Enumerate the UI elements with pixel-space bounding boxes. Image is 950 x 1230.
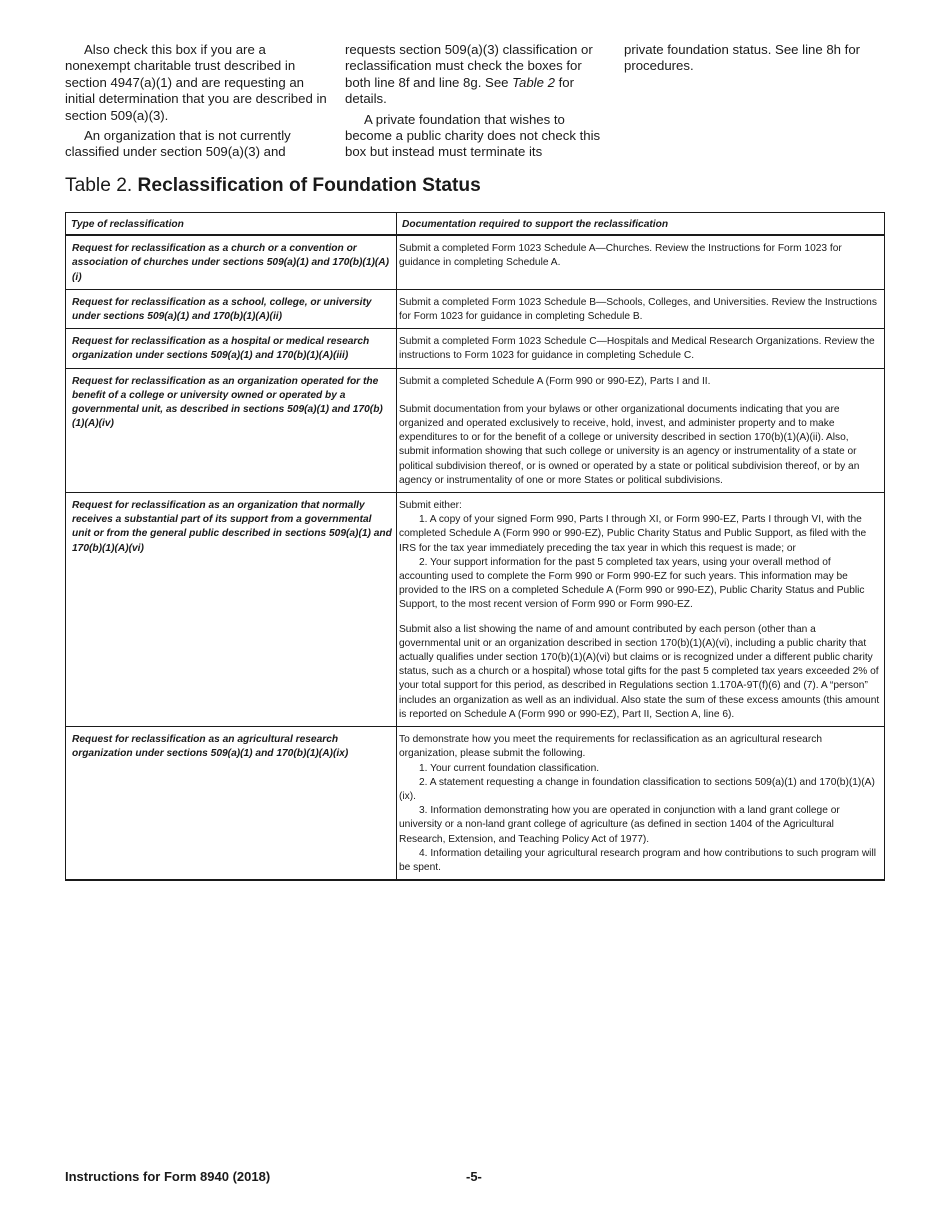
intro-paragraph: Also check this box if you are a nonexempt charitable trust described in section 4947(a)(1) and are requesting an initial determination that you are described in section 509(a)(3). [65, 42, 327, 123]
intro-paragraph: private foundation status. See line 8h for procedures. [624, 42, 861, 74]
intro-paragraph: A private foundation that wishes to become a public charity does not check this box but instead must terminate its [345, 111, 601, 160]
reclassification-type: Request for reclassification as a church or a convention or association of churches under sections 509(a)(1) and 170(b)(1)(A)(i) [66, 235, 397, 289]
reclassification-type: Request for reclassification as an agricultural research organization under sections 509(a)(1) and 170(b)(1)(A)(ix) [66, 727, 397, 881]
reclassification-type: Request for reclassification as an organization operated for the benefit of a college or university owned or operated by a governmental unit, as described in sections 509(a)(1) and 170(b)(1)(A)(iv) [66, 368, 397, 492]
table-reference: Table 2 [512, 74, 555, 90]
column-header-documentation: Documentation required to support the reclassification [397, 213, 885, 236]
documentation-cell [397, 289, 885, 328]
documentation-cell [397, 329, 885, 368]
intro-column-3 [624, 42, 885, 79]
table-header-row [66, 213, 885, 236]
documentation-item: 1. Your current foundation classification. [419, 762, 600, 774]
documentation-text: Submit also a list showing the name of and amount contributed by each person (other than a governmental unit or an organization described in section 170(b)(1)(A)(vi), including a public charity that actually qualifies under section 170(b)(1)(A)(vi) but claims or is recognized under a different public charity status, such as a church or a hospital) whose total gifts for the past 5 completed tax years exceeded 2% of your total support for this period, as described in Regulations section 1.170A-9T(f)(6) and (7). A “person” includes an organization as well as an individual. Also state the sum of these excess amounts (this amount is reported on Schedule A (Form 990 or 990-EZ), Part II, Section A, line 6). [399, 623, 880, 720]
table-row [66, 727, 885, 881]
documentation-item: 2. Your support information for the past 5 completed tax years, using your overall method of accounting used to complete the Form 990 or Form 990-EZ for such years. This information may be provided to the IRS on a completed Schedule A (Form 990 or 990-EZ), Public Charity Status and Public Support, to the most recent version of Form 990 or Form 990-EZ. [399, 556, 865, 611]
table-title [65, 175, 481, 197]
reclassification-type: Request for reclassification as a school, college, or university under sections 509(a)(1) and 170(b)(1)(A)(ii) [66, 289, 397, 328]
documentation-text: Submit either: [399, 500, 462, 512]
documentation-text: Submit a completed Schedule A (Form 990 or 990-EZ), Parts I and II. [399, 375, 711, 387]
documentation-item: 1. A copy of your signed Form 990, Parts I through XI, or Form 990-EZ, Parts I through VI, with the completed Schedule A (Form 990 or 990-EZ), Public Charity Status and Public Support, as filed with the IRS for the tax year immediately preceding the tax year in which this request is made; or [399, 514, 867, 554]
documentation-item: 4. Information detailing your agricultural research program and how contributions to such program will be spent. [399, 847, 876, 873]
reclassification-type: Request for reclassification as a hospital or medical research organization under sections 509(a)(1) and 170(b)(1)(A)(iii) [66, 329, 397, 368]
table-row [66, 289, 885, 328]
intro-paragraph [345, 42, 609, 108]
documentation-cell [397, 493, 885, 727]
documentation-cell [397, 235, 885, 289]
table-title-prefix: Table 2. [65, 175, 133, 196]
documentation-text: Submit a completed Form 1023 Schedule A—Churches. Review the Instructions for Form 1023 for guidance in completing Schedule A. [399, 243, 842, 269]
table-row [66, 329, 885, 368]
documentation-text: Submit a completed Form 1023 Schedule B—Schools, Colleges, and Universities. Review the Instructions for Form 1023 for guidance in completing Schedule B. [399, 296, 877, 323]
documentation-cell [397, 368, 885, 492]
documentation-text: Submit documentation from your bylaws or other organizational documents indicating that you are organized and operated exclusively to receive, hold, invest, and administer property and to make expenditures to or for the benefit of a college or university described in section 170(b)(1)(A)(ii). Also, submit information showing that such college or university is an agency or instrumentality of a state or political subdivision thereof, or is owned or operated by a state or political subdivision thereof, or by an agency or instrumentality of one or more States or political subdivisions. [399, 403, 860, 486]
intro-text: for details. [345, 74, 575, 107]
page-number: -5- [466, 1169, 482, 1184]
table-row [66, 368, 885, 492]
table-row [66, 235, 885, 289]
documentation-text: To demonstrate how you meet the requirements for reclassification as an agricultural research organization, please submit the following. [399, 734, 822, 760]
footer-form-label: Instructions for Form 8940 (2018) [65, 1169, 271, 1184]
documentation-item: 2. A statement requesting a change in foundation classification to sections 509(a)(1) and 170(b)(1)(A)(ix). [399, 776, 875, 802]
documentation-item: 3. Information demonstrating how you are operated in conjunction with a land grant college or university or a non-land grant college of agriculture (as defined in section 1404 of the Agricultural Research, Extension, and Teaching Policy Act of 1977). [399, 805, 840, 845]
reclassification-type: Request for reclassification as an organization that normally receives a substantial part of its support from a governmental unit or from the general public described in sections 509(a)(1) and 170(b)(1)(A)(vi) [66, 493, 397, 727]
documentation-cell [397, 727, 885, 881]
column-header-type: Type of reclassification [66, 213, 397, 236]
intro-column-2 [345, 42, 609, 165]
intro-paragraph: An organization that is not currently classified under section 509(a)(3) and [65, 128, 291, 160]
reclassification-table [65, 212, 885, 881]
table-title-bold: Reclassification of Foundation Status [137, 175, 481, 196]
intro-text: requests section 509(a)(3) classification or reclassification must check the boxes for both line 8f and line 8g. See [345, 42, 593, 90]
documentation-text: Submit a completed Form 1023 Schedule C—Hospitals and Medical Research Organizations. Review the instructions to Form 1023 for guidance in completing Schedule C. [399, 336, 875, 362]
intro-column-1 [65, 42, 329, 165]
table-row [66, 493, 885, 727]
